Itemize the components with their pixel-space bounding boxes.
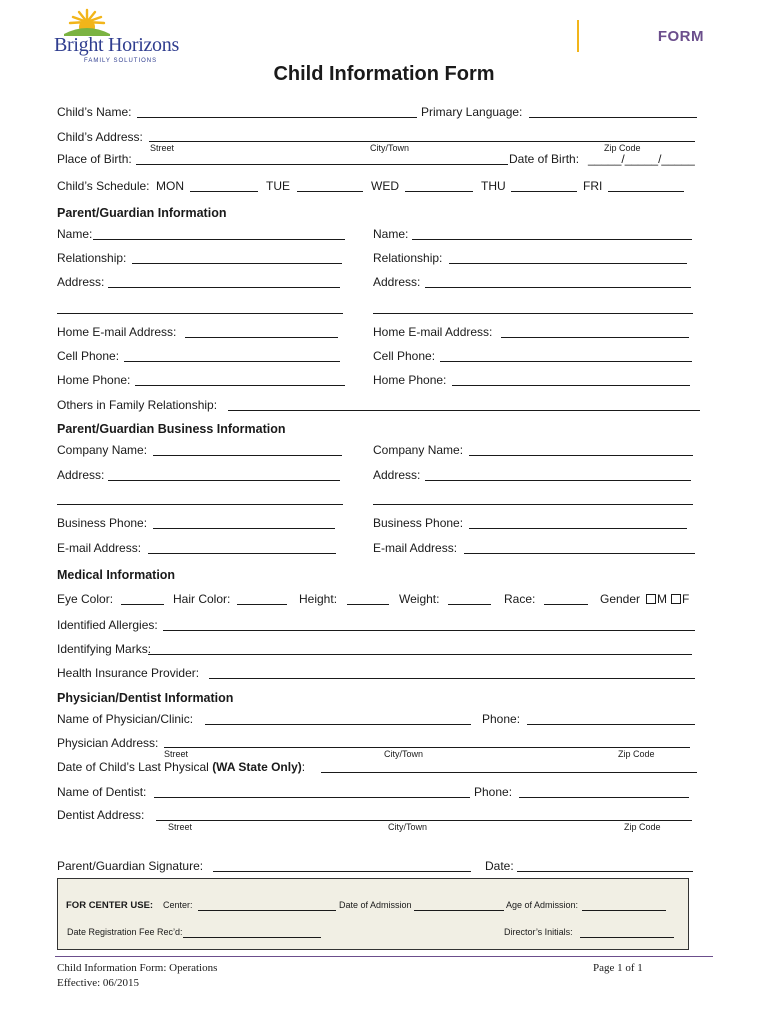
parent2-name-label: Name: xyxy=(373,227,409,241)
physician-section-heading: Physician/Dentist Information xyxy=(57,691,234,705)
initials-label: Director’s Initials: xyxy=(504,927,573,937)
parent2-email-label: Home E-mail Address: xyxy=(373,325,493,339)
schedule-mon-label: MON xyxy=(156,179,184,193)
hair-color-label: Hair Color: xyxy=(173,592,231,606)
dob-label: Date of Birth: xyxy=(509,152,580,166)
parent1-email-field[interactable] xyxy=(185,337,338,338)
form-tag: FORM xyxy=(657,28,704,45)
physician-city-caption: City/Town xyxy=(384,749,424,759)
business2-company-field[interactable] xyxy=(469,455,693,456)
fee-field[interactable] xyxy=(183,937,321,938)
eye-color-field[interactable] xyxy=(121,604,164,605)
schedule-wed-label: WED xyxy=(371,179,399,193)
parent1-home-phone-label: Home Phone: xyxy=(57,373,131,387)
center-field[interactable] xyxy=(198,910,336,911)
physician-phone-field[interactable] xyxy=(527,724,695,725)
parent2-cell-label: Cell Phone: xyxy=(373,349,436,363)
parent1-cell-field[interactable] xyxy=(124,361,340,362)
height-label: Height: xyxy=(299,592,338,606)
gender-female-checkbox[interactable] xyxy=(671,594,681,604)
signature-field[interactable] xyxy=(213,871,471,872)
identifying-marks-field[interactable] xyxy=(148,654,692,655)
last-physical-suffix: : xyxy=(301,760,306,774)
allergies-field[interactable] xyxy=(163,630,695,631)
parent1-address-line2[interactable] xyxy=(57,313,343,314)
admission-date-label: Date of Admission xyxy=(339,900,412,910)
parent1-cell-label: Cell Phone: xyxy=(57,349,120,363)
schedule-label: Child’s Schedule: xyxy=(57,179,150,193)
header-divider xyxy=(577,20,579,52)
parent2-name-field[interactable] xyxy=(412,239,692,240)
dentist-city-caption: City/Town xyxy=(388,822,428,832)
business2-address-label: Address: xyxy=(373,468,421,482)
business1-company-field[interactable] xyxy=(153,455,342,456)
page-title: Child Information Form xyxy=(273,63,495,85)
business2-email-label: E-mail Address: xyxy=(373,541,458,555)
physician-phone-label: Phone: xyxy=(482,712,521,726)
gender-male-label: M xyxy=(657,592,667,606)
parent1-email-label: Home E-mail Address: xyxy=(57,325,177,339)
admission-age-label: Age of Admission: xyxy=(506,900,579,910)
business1-address-line2[interactable] xyxy=(57,504,343,505)
parent2-address-line2[interactable] xyxy=(373,313,693,314)
footer-effective-date: Effective: 06/2015 xyxy=(57,977,139,989)
child-address-label: Child’s Address: xyxy=(57,130,143,144)
medical-section-heading: Medical Information xyxy=(57,568,176,582)
gender-female-label: F xyxy=(682,592,690,606)
business1-phone-field[interactable] xyxy=(153,528,335,529)
dentist-address-label: Dentist Address: xyxy=(57,808,145,822)
identifying-marks-label: Identifying Marks: xyxy=(57,642,152,656)
parent1-address-field[interactable] xyxy=(108,287,340,288)
parent1-name-field[interactable] xyxy=(93,239,345,240)
parent2-email-field[interactable] xyxy=(501,337,689,338)
physician-name-field[interactable] xyxy=(205,724,471,725)
schedule-wed-field[interactable] xyxy=(405,191,473,192)
allergies-label: Identified Allergies: xyxy=(57,618,158,632)
center-use-heading: FOR CENTER USE: xyxy=(66,900,154,911)
birthplace-label: Place of Birth: xyxy=(57,152,132,166)
schedule-thu-field[interactable] xyxy=(511,191,577,192)
parent2-cell-field[interactable] xyxy=(440,361,692,362)
center-use-box xyxy=(57,878,689,950)
eye-color-label: Eye Color: xyxy=(57,592,114,606)
race-field[interactable] xyxy=(544,604,588,605)
hair-color-field[interactable] xyxy=(237,604,287,605)
physician-address-field[interactable] xyxy=(164,747,690,748)
child-name-label: Child’s Name: xyxy=(57,105,132,119)
insurance-field[interactable] xyxy=(209,678,695,679)
weight-label: Weight: xyxy=(399,592,440,606)
dentist-name-field[interactable] xyxy=(154,797,470,798)
race-label: Race: xyxy=(504,592,536,606)
business1-email-field[interactable] xyxy=(148,553,336,554)
gender-male-checkbox[interactable] xyxy=(646,594,656,604)
parent1-relationship-label: Relationship: xyxy=(57,251,127,265)
primary-language-field[interactable] xyxy=(529,117,697,118)
schedule-fri-field[interactable] xyxy=(608,191,684,192)
business2-address-field[interactable] xyxy=(425,480,691,481)
footer-divider xyxy=(55,956,713,957)
height-field[interactable] xyxy=(347,604,389,605)
signature-date-label: Date: xyxy=(485,859,514,873)
child-city-caption: City/Town xyxy=(370,143,410,153)
business1-address-label: Address: xyxy=(57,468,105,482)
parent1-address-label: Address: xyxy=(57,275,105,289)
parent1-name-label: Name: xyxy=(57,227,93,241)
last-physical-label xyxy=(57,760,305,774)
parent2-relationship-field[interactable] xyxy=(449,263,687,264)
parent1-relationship-field[interactable] xyxy=(132,263,342,264)
schedule-thu-label: THU xyxy=(481,179,506,193)
business2-address-line2[interactable] xyxy=(373,504,693,505)
insurance-label: Health Insurance Provider: xyxy=(57,666,200,680)
gender-label: Gender xyxy=(600,592,641,606)
child-name-field[interactable] xyxy=(137,117,417,118)
admission-date-field[interactable] xyxy=(414,910,504,911)
signature-label: Parent/Guardian Signature: xyxy=(57,859,204,873)
business1-phone-label: Business Phone: xyxy=(57,516,148,530)
initials-field[interactable] xyxy=(580,937,674,938)
fee-label: Date Registration Fee Rec’d: xyxy=(67,927,183,937)
admission-age-field[interactable] xyxy=(582,910,666,911)
business2-phone-label: Business Phone: xyxy=(373,516,464,530)
business2-email-field[interactable] xyxy=(464,553,695,554)
parent2-address-label: Address: xyxy=(373,275,421,289)
signature-date-field[interactable] xyxy=(517,871,693,872)
parent2-relationship-label: Relationship: xyxy=(373,251,443,265)
physician-name-label: Name of Physician/Clinic: xyxy=(57,712,194,726)
business1-email-label: E-mail Address: xyxy=(57,541,142,555)
business1-address-field[interactable] xyxy=(108,480,340,481)
business-section-heading: Parent/Guardian Business Information xyxy=(57,422,286,436)
dentist-street-caption: Street xyxy=(168,822,193,832)
dob-field[interactable]: _____/_____/_____ xyxy=(588,152,695,166)
last-physical-field[interactable] xyxy=(321,772,697,773)
center-label: Center: xyxy=(163,900,193,910)
dentist-zip-caption: Zip Code xyxy=(624,822,661,832)
physician-address-label: Physician Address: xyxy=(57,736,159,750)
schedule-fri-label: FRI xyxy=(583,179,603,193)
birthplace-field[interactable] xyxy=(136,164,508,165)
child-zip-caption: Zip Code xyxy=(604,143,641,153)
brand-tagline: FAMILY SOLUTIONS xyxy=(84,58,158,64)
parent-section-heading: Parent/Guardian Information xyxy=(57,206,227,220)
dentist-phone-label: Phone: xyxy=(474,785,513,799)
child-street-caption: Street xyxy=(150,143,175,153)
schedule-tue-field[interactable] xyxy=(297,191,363,192)
physician-zip-caption: Zip Code xyxy=(618,749,655,759)
footer-page-number: Page 1 of 1 xyxy=(593,962,643,974)
business2-phone-field[interactable] xyxy=(469,528,687,529)
parent2-address-field[interactable] xyxy=(425,287,691,288)
others-family-label: Others in Family Relationship: xyxy=(57,398,218,412)
business2-company-label: Company Name: xyxy=(373,443,464,457)
parent2-home-phone-label: Home Phone: xyxy=(373,373,447,387)
bright-horizons-sun-logo xyxy=(64,8,110,36)
primary-language-label: Primary Language: xyxy=(421,105,523,119)
dentist-address-field[interactable] xyxy=(156,820,692,821)
brand-name: Bright Horizons xyxy=(54,34,179,56)
footer-doc-name: Child Information Form: Operations xyxy=(57,962,218,974)
physician-street-caption: Street xyxy=(164,749,189,759)
business1-company-label: Company Name: xyxy=(57,443,148,457)
schedule-mon-field[interactable] xyxy=(190,191,258,192)
schedule-tue-label: TUE xyxy=(266,179,290,193)
dentist-phone-field[interactable] xyxy=(519,797,689,798)
last-physical-state-note: (WA State Only) xyxy=(212,760,302,774)
others-family-field[interactable] xyxy=(228,410,700,411)
weight-field[interactable] xyxy=(448,604,491,605)
dentist-name-label: Name of Dentist: xyxy=(57,785,147,799)
child-address-field[interactable] xyxy=(149,141,695,142)
parent1-home-phone-field[interactable] xyxy=(135,385,345,386)
last-physical-prefix: Date of Child’s Last Physical xyxy=(57,760,213,774)
parent2-home-phone-field[interactable] xyxy=(452,385,690,386)
